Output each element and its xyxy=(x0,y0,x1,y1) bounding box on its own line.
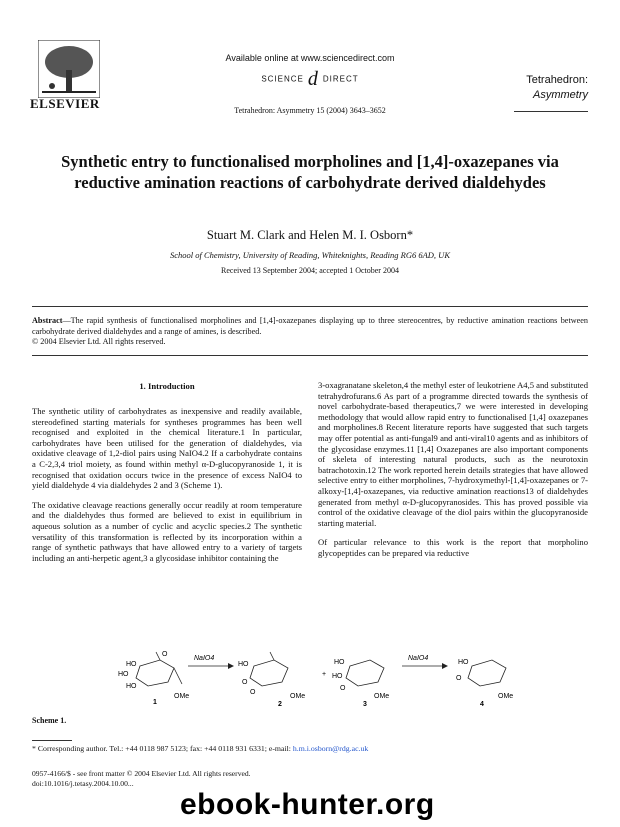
label-ome: OMe xyxy=(374,693,390,700)
label-ho: HO xyxy=(126,683,137,690)
doi-line: doi:10.1016/j.tetasy.2004.10.00... xyxy=(32,779,134,788)
watermark: ebook-hunter.org xyxy=(180,788,435,821)
section-heading: 1. Introduction xyxy=(139,381,195,391)
arrow-head-2 xyxy=(442,663,448,669)
label-ho: HO xyxy=(126,661,137,668)
paragraph: 3-oxagranatane skeleton,4 the methyl ester of leukotriene A4,5 and substituted tetrahydrofurans.6 As part of a programme directed towards the synthesis of novel carbohydrate-based therapeutics,7 we were interested in developing methodology that would allow rapid entry to functionalised [1,4] oxazepanes and morpholines.8 Recent literature reports have suggested that such targets may offer potential as anti-fungal9 and anti-viral10 agents and as inhibitors of the glycosidase enzymes.11 [1,4] Oxazepanes are also important components of skeleta of interesting natural products, such as the neurotoxin batrachotoxin.12 The work reported herein details strategies that have allowed selective entry to either morpholines, 7-hydroxymethyl-[1,4]-oxazepanes or 7-alkoxy-[1,4]-oxazepanes, via reductive amination reactions13 of dialdehydes generated from methyl α-D-glucopyranosides. This has proved possible via control of the oxidative cleavage of the diol pairs within the glucopyranoside starting material. xyxy=(318,380,588,528)
label-ho: HO xyxy=(118,671,129,678)
arrow-head-1 xyxy=(228,663,234,669)
sciencedirect-logo: SCIENCE d DIRECT xyxy=(261,68,359,90)
label-ome: OMe xyxy=(174,693,190,700)
footnote-rule xyxy=(32,740,72,741)
label-ho: HO xyxy=(458,659,469,666)
reagent-1: NaIO4 xyxy=(194,655,215,662)
abstract xyxy=(32,316,588,348)
label-ho: HO xyxy=(238,661,249,668)
journal-reference: Tetrahedron: Asymmetry 15 (2004) 3643–3652 xyxy=(234,106,386,115)
label-ome: OMe xyxy=(498,693,514,700)
compound-2 xyxy=(250,652,288,686)
front-matter xyxy=(32,769,251,789)
label-o: O xyxy=(250,689,256,696)
scheme-1-figure xyxy=(32,648,588,718)
reagent-2: NaIO4 xyxy=(408,655,429,662)
label-o: O xyxy=(162,651,168,658)
footnote: * Corresponding author. Tel.: +44 0118 987 5123; fax: +44 0118 931 6331; e-mail: h.m.i.osborn@rdg.ac.uk xyxy=(32,744,369,753)
right-column xyxy=(318,380,588,568)
compound-number: 2 xyxy=(278,701,282,708)
left-column xyxy=(32,406,302,572)
compound-number: 1 xyxy=(153,699,157,706)
received-dates: Received 13 September 2004; accepted 1 October 2004 xyxy=(221,266,399,275)
publisher-name: ELSEVIER xyxy=(30,96,100,111)
compound-number: 4 xyxy=(480,701,484,708)
label-ho: HO xyxy=(334,659,345,666)
label-ho: HO xyxy=(332,673,343,680)
paragraph: Of particular relevance to this work is the report that morpholino glycopeptides can be prepared via reductive xyxy=(318,537,588,558)
abstract-top-rule xyxy=(32,306,588,307)
available-online: Available online at www.sciencedirect.com xyxy=(225,53,395,63)
compound-1 xyxy=(136,652,182,686)
journal-rule xyxy=(514,111,588,112)
abstract-label: Abstract xyxy=(32,316,63,325)
scheme-caption: Scheme 1. xyxy=(32,716,67,725)
abstract-bottom-rule xyxy=(32,355,588,356)
label-o: O xyxy=(340,685,346,692)
label-o: O xyxy=(456,675,462,682)
issn-line: 0957-4166/$ - see front matter © 2004 Elsevier Ltd. All rights reserved. xyxy=(32,769,251,778)
affiliation: School of Chemistry, University of Reading, Whiteknights, Reading RG6 6AD, UK xyxy=(170,250,450,260)
plus-sign: + xyxy=(322,671,327,678)
abstract-text: —The rapid synthesis of functionalised morpholines and [1,4]-oxazepanes displaying up to three stereocentres, by reductive amination reactions between carbohydrate derived dialdehydes and a range of amines, is described. xyxy=(32,316,588,336)
compound-number: 3 xyxy=(363,701,367,708)
authors: Stuart M. Clark and Helen M. I. Osborn* xyxy=(206,228,414,242)
abstract-copyright: © 2004 Elsevier Ltd. All rights reserved. xyxy=(32,337,166,346)
journal-name: Tetrahedron: Asymmetry xyxy=(526,74,588,101)
paragraph: The oxidative cleavage reactions generally occur readily at room temperature and the dialdehydes thus formed are believed to exist in equilibrium in aqueous solution as a number of cyclic and acyclic species.2 The synthetic versatility of this transformation is reflected by its incorporation within a range of synthetic pathways that have allowed entry to a variety of targets including an anti-herpetic agent,3 a glycosidase inhibitor containing the xyxy=(32,499,302,563)
article-title: Synthetic entry to functionalised morpholines and [1,4]-oxazepanes via reductive amination reactions of carbohydrate derived dialdehydes xyxy=(61,152,559,192)
label-o: O xyxy=(242,679,248,686)
compound-3 xyxy=(346,660,384,686)
compound-4 xyxy=(468,660,506,686)
author-email-link[interactable]: h.m.i.osborn@rdg.ac.uk xyxy=(292,744,369,753)
label-ome: OMe xyxy=(290,693,306,700)
paragraph: The synthetic utility of carbohydrates as inexpensive and readily available, stereodefined starting materials for syntheses programmes has been well recognised and exploited in the chemical literature.1 In particular, carbohydrates have been utilised for the generation of dialdehydes, via oxidative cleavage of 1,2-diol pairs using NaIO4.2 If a carbohydrate contains a C-2,3,4 triol moiety, as found within methyl α-D-glucopyranoside 1, it is recognised that oxidation occurs twice in the presence of excess NaIO4 to yield dialdehyde 4 via dialdehydes 2 and 3 (Scheme 1). xyxy=(32,406,302,491)
